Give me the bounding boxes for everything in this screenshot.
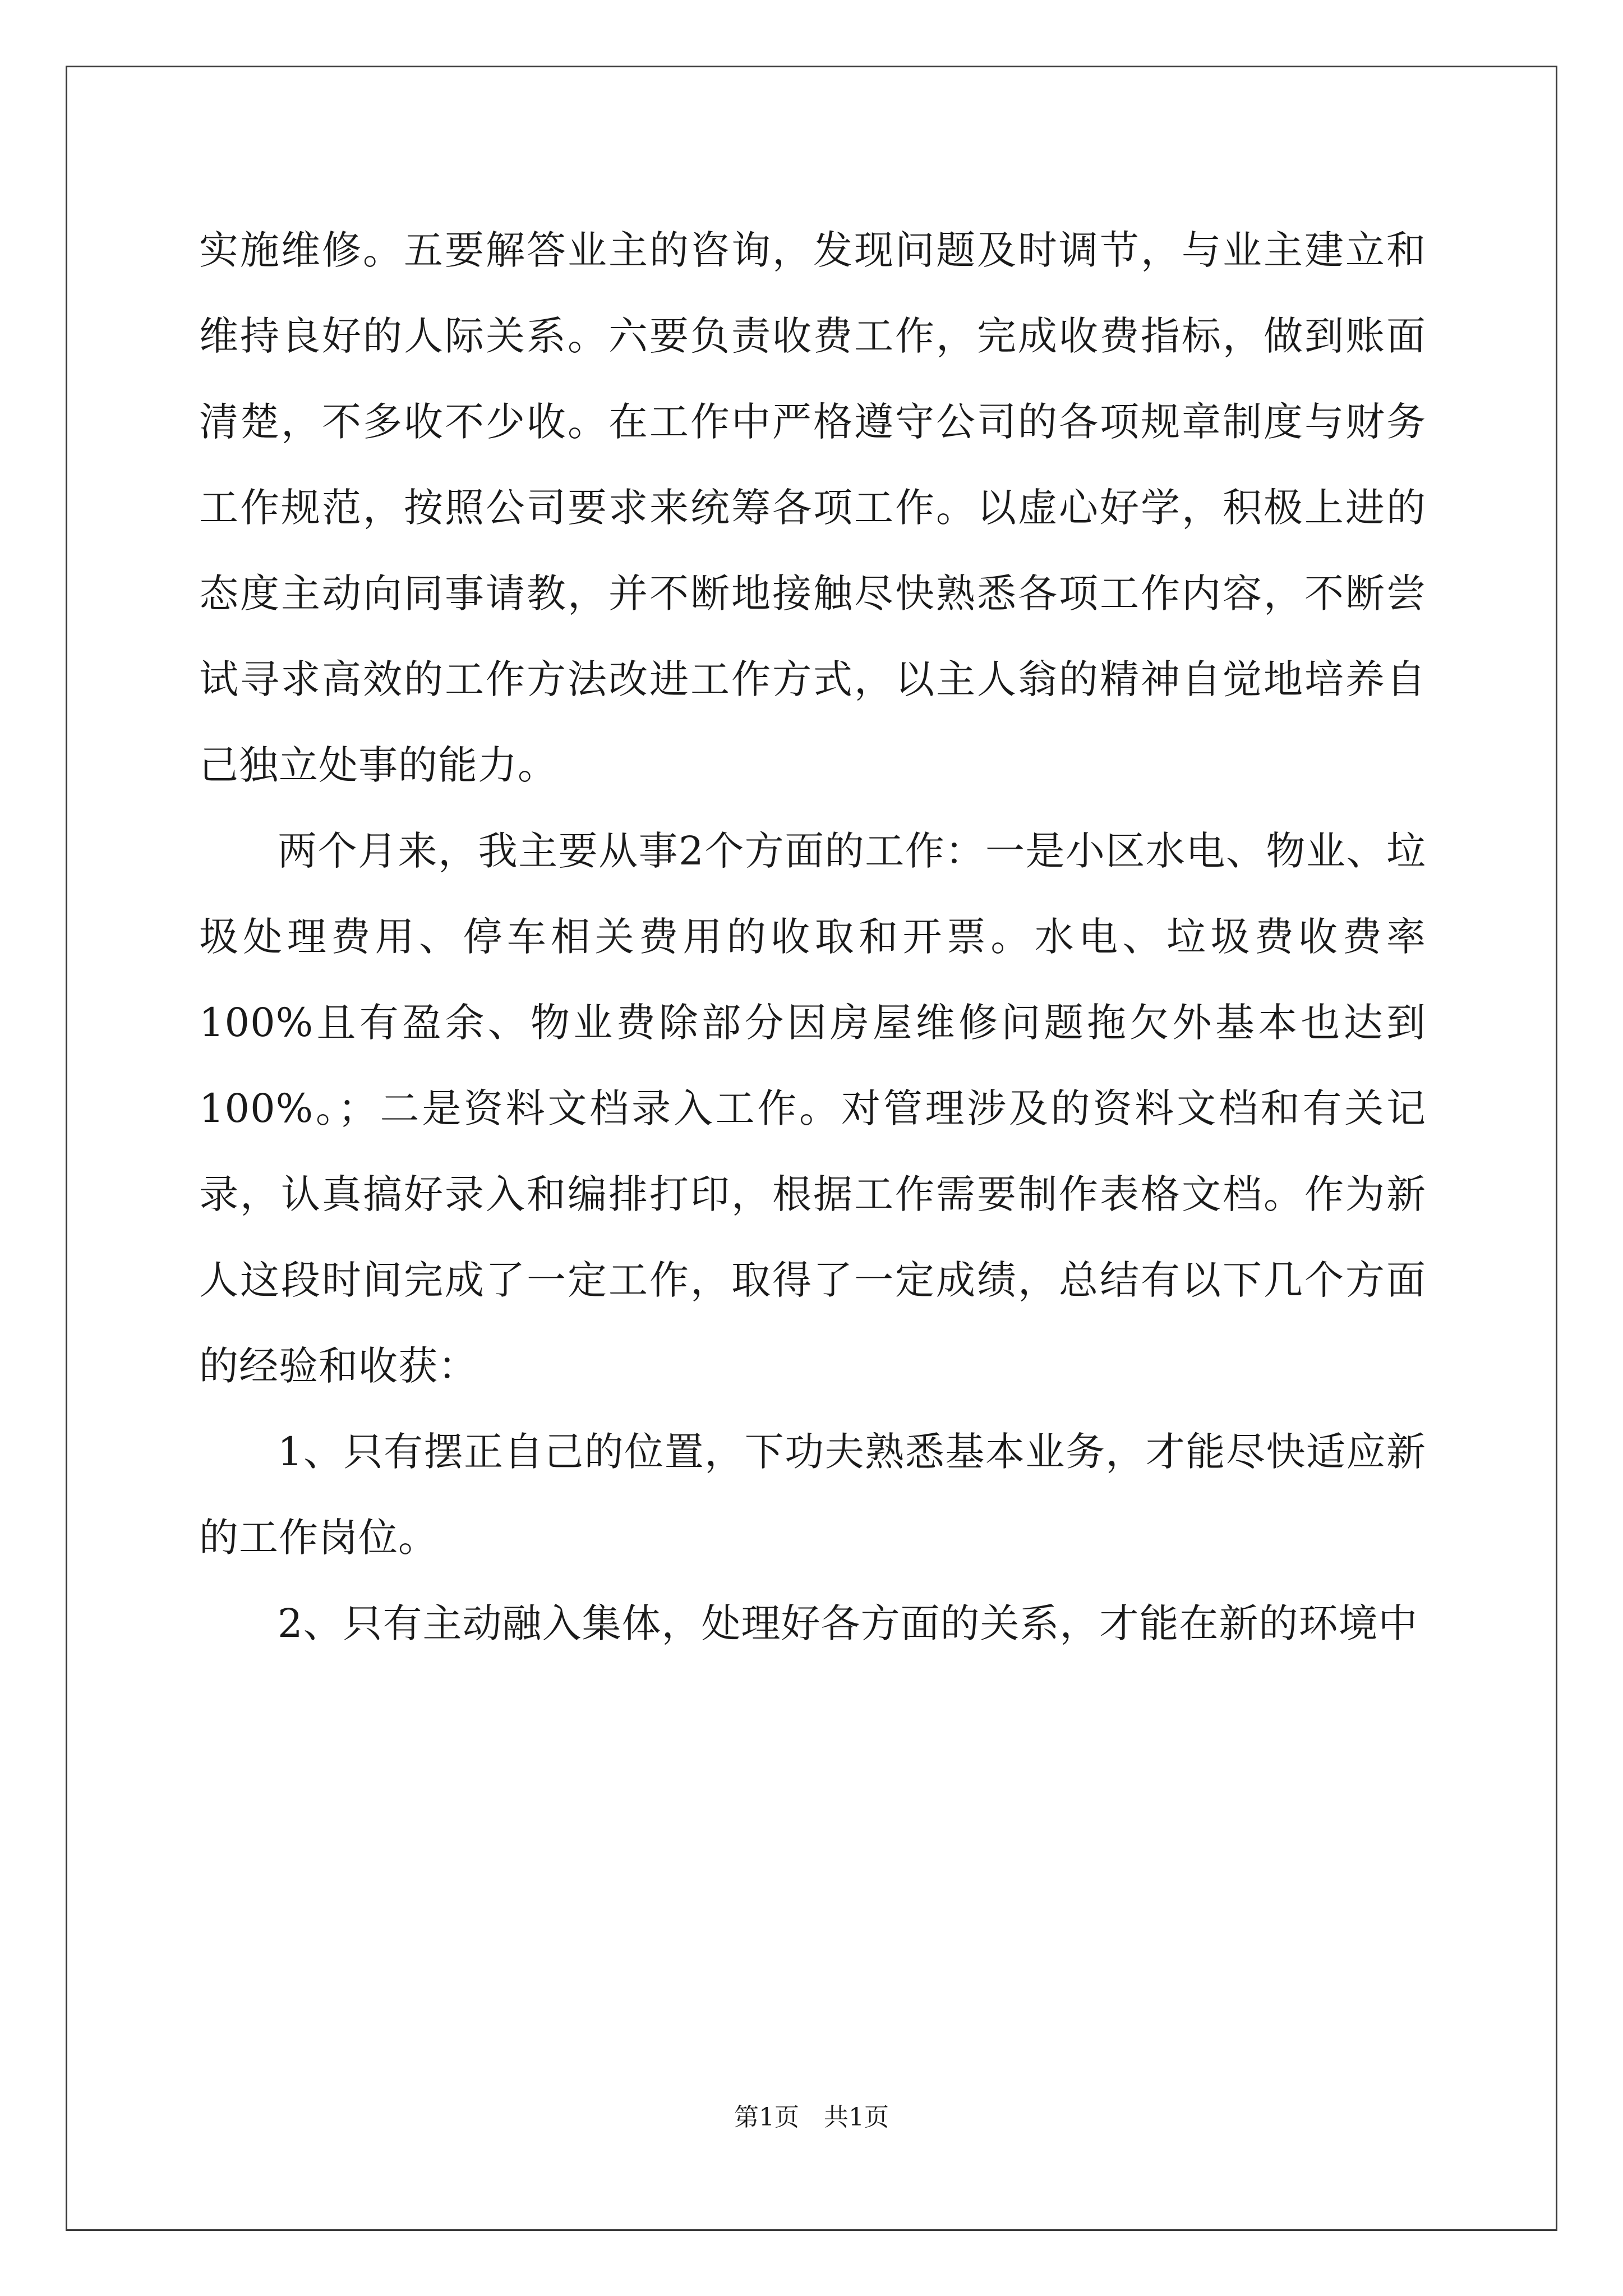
page-total: 共1页 [824,2103,889,2132]
paragraph: 实施维修。五要解答业主的咨询，发现问题及时调节，与业主建立和维持良好的人际关系。六要负责收费工作，完成收费指标，做到账面清楚，不多收不少收。在工作中严格遵守公司的各项规章制度与财务工作规范，按照公司要求来统筹各项工作。以虚心好学，积极上进的态度主动向同事请教，并不断地接触尽快熟悉各项工作内容，不断尝试寻求高效的工作方法改进工作方式，以主人翁的精神自觉地培养自己独立处事的能力。 [199,227,1426,788]
paragraph: 两个月来，我主要从事2个方面的工作：一是小区水电、物业、垃圾处理费用、停车相关费用的收取和开票。水电、垃圾费收费率100%且有盈余、物业费除部分因房屋维修问题拖欠外基本也达到100%。；二是资料文档录入工作。对管理涉及的资料文档和有关记录，认真搞好录入和编排打印，根据工作需要制作表格文档。作为新人这段时间完成了一定工作，取得了一定成绩，总结有以下几个方面的经验和收获： [199,828,1426,1389]
page-footer [0,2101,1623,2134]
paragraph: 1、只有摆正自己的位置，下功夫熟悉基本业务，才能尽快适应新的工作岗位。 [199,1429,1426,1561]
document-body [199,208,1426,1667]
page-number: 第1页 [734,2103,799,2132]
paragraph: 2、只有主动融入集体，处理好各方面的关系，才能在新的环境中 [278,1600,1418,1646]
